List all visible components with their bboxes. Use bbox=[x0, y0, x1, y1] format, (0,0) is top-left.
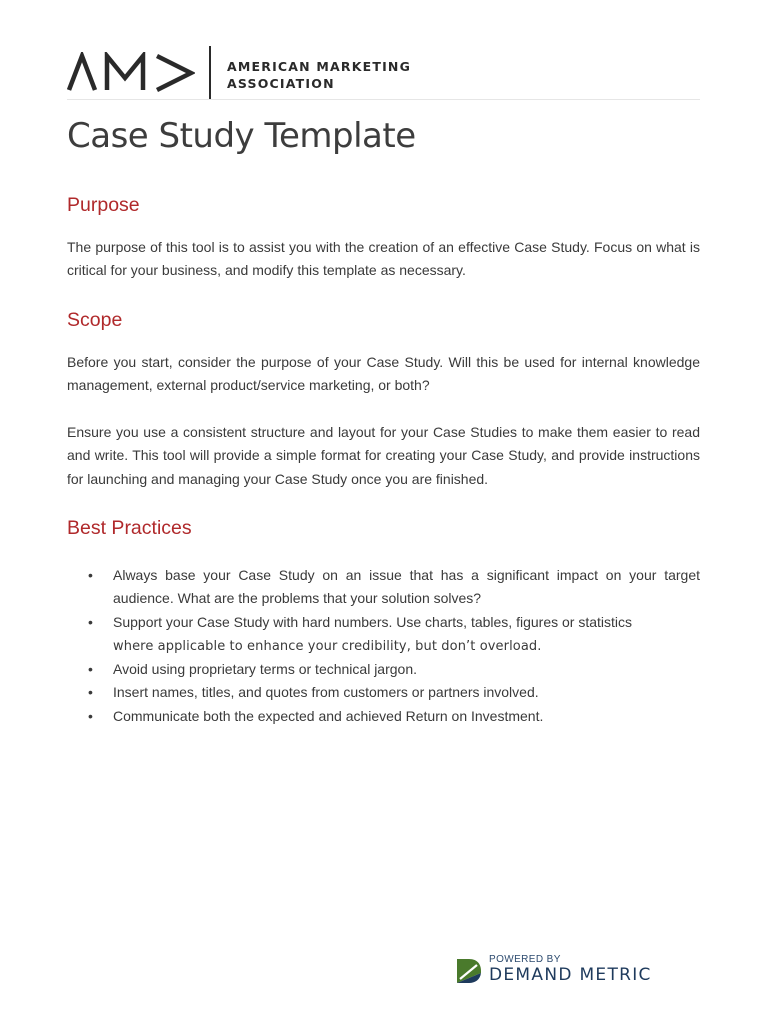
logo-divider bbox=[209, 46, 211, 100]
list-item bbox=[67, 564, 700, 611]
document-title: Case Study Template bbox=[67, 116, 416, 156]
list-item-text: Support your Case Study with hard numbers. Use charts, tables, figures or statistics bbox=[113, 613, 633, 630]
header-divider bbox=[67, 99, 700, 100]
demand-metric-logo bbox=[455, 954, 695, 990]
list-item bbox=[67, 611, 700, 659]
list-item-text: Avoid using proprietary terms or technical jargon. bbox=[113, 661, 418, 678]
purpose-paragraph: The purpose of this tool is to assist you with the creation of an effective Case Study. Focus on what is critical for your business, and modify this template as necessary. bbox=[67, 239, 700, 279]
bullet-icon: • bbox=[88, 684, 93, 701]
bullet-icon: • bbox=[88, 707, 93, 724]
scope-paragraph-1: Before you start, consider the purpose of your Case Study. Will this be used for internal knowledge management, external product/service marketing, or both? bbox=[67, 354, 700, 394]
list-item-text: Always base your Case Study on an issue that has a significant impact on your target audience. What are the problems that your solution solves? bbox=[113, 567, 700, 607]
list-item-text: Communicate both the expected and achieved Return on Investment. bbox=[113, 707, 544, 724]
brand-name: DEMAND METRIC bbox=[489, 965, 652, 985]
list-item bbox=[67, 658, 700, 681]
demand-metric-icon bbox=[455, 957, 483, 985]
scope-heading: Scope bbox=[67, 309, 123, 331]
powered-by-label: POWERED BY bbox=[489, 954, 561, 965]
purpose-heading: Purpose bbox=[67, 194, 140, 216]
association-line-2: ASSOCIATION bbox=[227, 76, 335, 91]
bullet-icon: • bbox=[88, 613, 93, 630]
list-item bbox=[67, 705, 700, 728]
list-item bbox=[67, 681, 700, 704]
ama-logo bbox=[67, 52, 195, 92]
best-practices-list bbox=[67, 564, 700, 728]
header bbox=[67, 44, 700, 100]
bullet-icon: • bbox=[88, 661, 93, 678]
best-practices-heading: Best Practices bbox=[67, 517, 192, 539]
list-item-text: Insert names, titles, and quotes from customers or partners involved. bbox=[113, 684, 539, 701]
bullet-icon: • bbox=[88, 567, 93, 583]
association-name bbox=[227, 58, 411, 92]
list-item-text-continued: where applicable to enhance your credibility, but don’t overload. bbox=[113, 638, 542, 654]
scope-paragraph-2: Ensure you use a consistent structure and layout for your Case Studies to make them easier to read and write. This tool will provide a simple format for creating your Case Study, and provide instructions for launching and managing your Case Study once you are finished. bbox=[67, 424, 700, 487]
association-line-1: AMERICAN MARKETING bbox=[227, 59, 412, 74]
